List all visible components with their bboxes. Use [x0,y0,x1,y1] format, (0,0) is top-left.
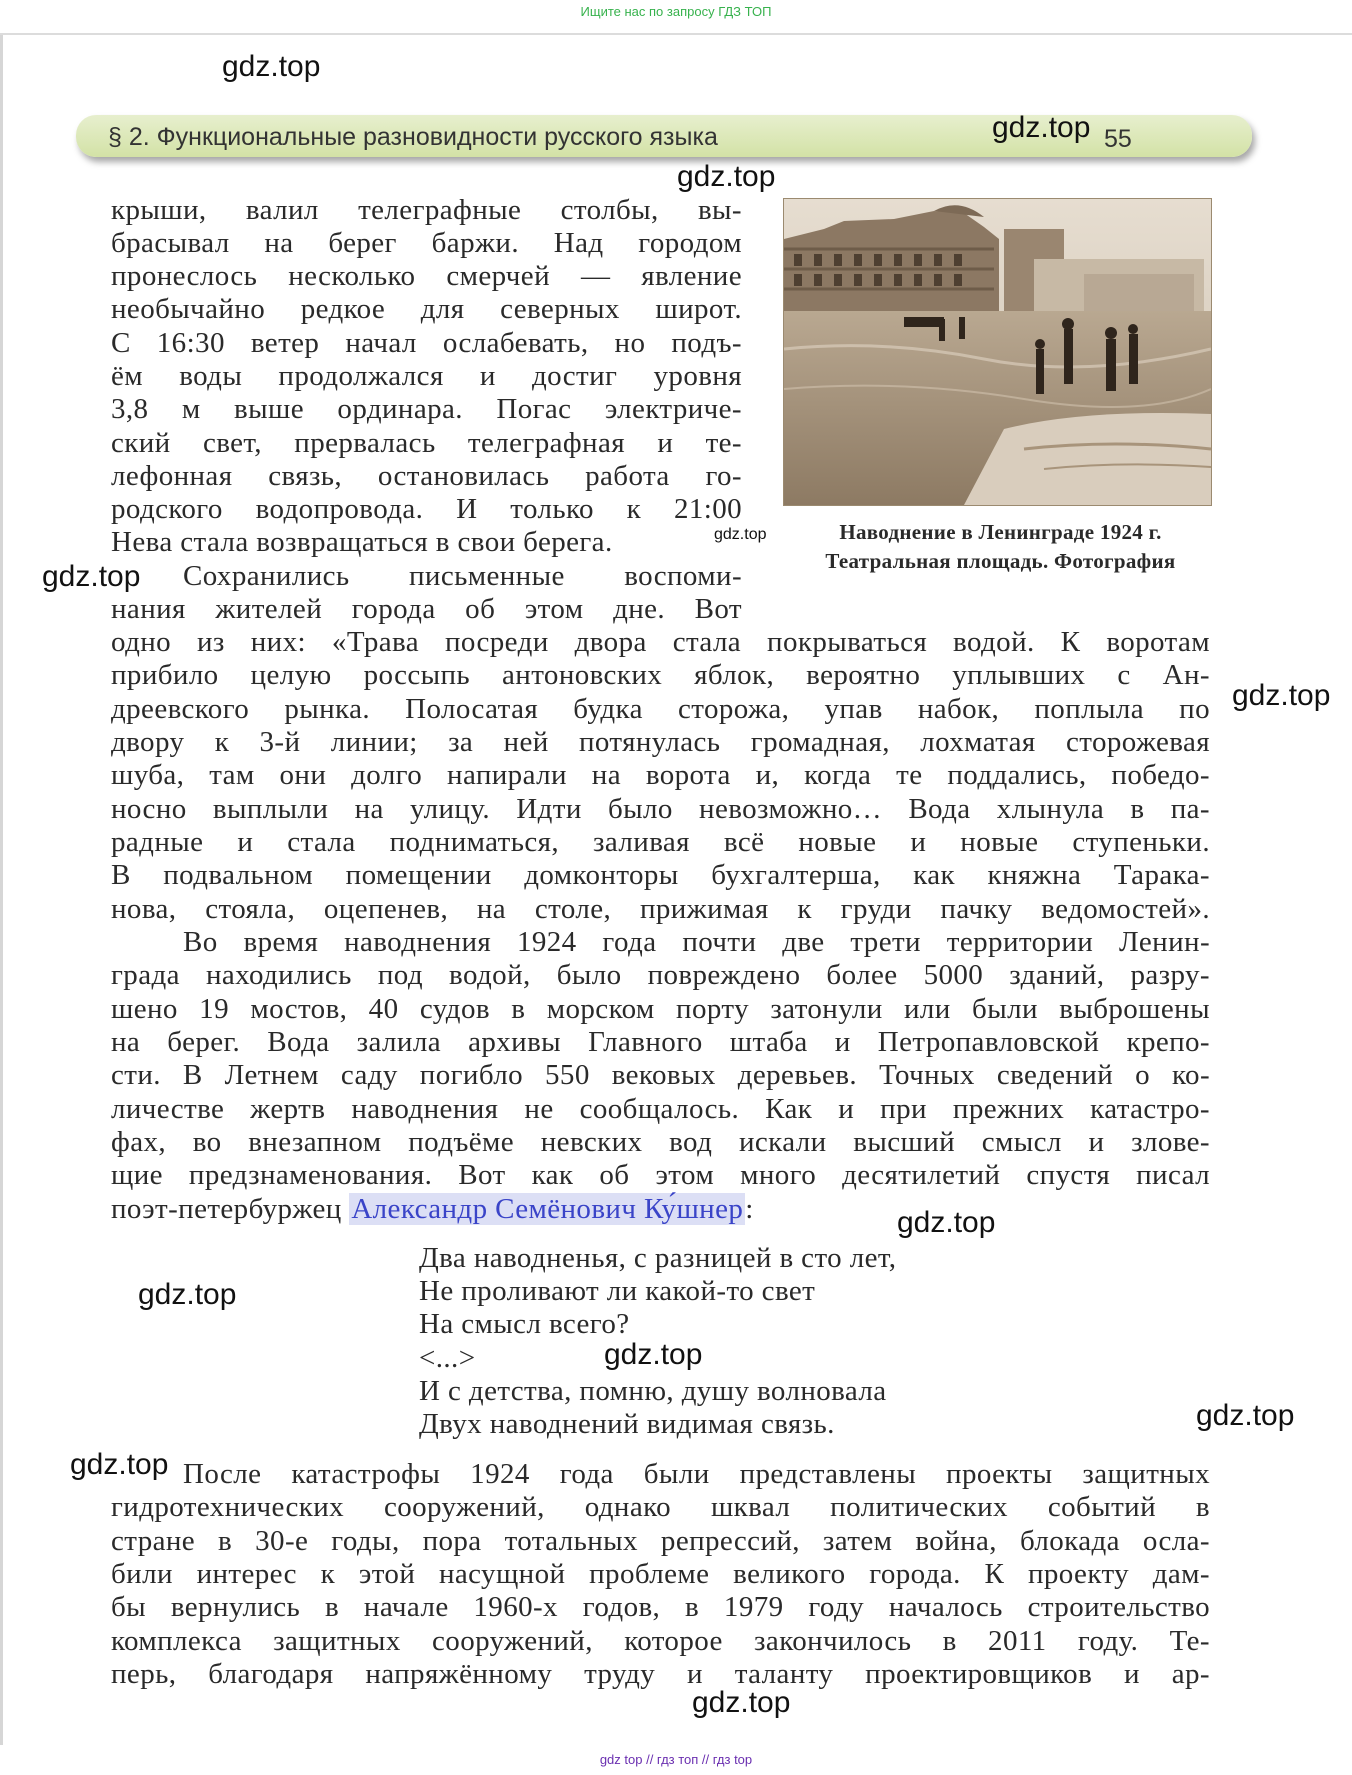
bottom-banner[interactable]: gdz top // гдз топ // гдз top [599,1752,753,1767]
text-line: нова, стояла, оцепенев, на столе, прижимая к груди пачку ведомостей». [111,893,1210,925]
section-title: § 2. Функциональные разновидности русского языка [108,123,718,151]
text-line: гидротехнических сооружений, однако шквал политических событий в [111,1491,1210,1523]
text-line: одно из них: «Трава посреди двора стала покрываться водой. К воротам [111,626,1210,658]
text-line: лефонная связь, остановилась работа го- [111,460,742,492]
text-line: Во время наводнения 1924 года почти две трети территории Ленин- [183,926,1210,958]
text-line: ём воды продолжался и достиг уровня [111,360,742,392]
text-line: личестве жертв наводнения не сообщалось. Как и при прежних катастро- [111,1093,1210,1125]
watermark: gdz.top [42,560,141,593]
poem-line: Двух наводнений видимая связь. [419,1408,835,1440]
text-line: брасывал на берег баржи. Над городом [111,227,742,259]
poet-line [111,1193,754,1226]
watermark: gdz.top [138,1278,237,1311]
poem-line: Не проливают ли какой-то свет [419,1275,816,1307]
text-line: крыши, валил телеграфные столбы, вы- [111,194,742,226]
poem-line: Два наводненья, с разницей в сто лет, [419,1242,897,1274]
author-link[interactable]: Александр Семёнович Ку́шнер [351,1193,744,1225]
text-line: фах, во внезапном подъёме невских вод искали высший смысл и злове- [111,1126,1210,1158]
text-line: шено 19 мостов, 40 судов в морском порту затонули или были выброшены [111,993,1210,1025]
text-line: ский свет, прервалась телеграфная и те- [111,427,742,459]
text-line: необычайно редкое для северных широт. [111,293,742,325]
watermark: gdz.top [677,160,776,193]
text-line: родского водопровода. И только к 21:00 [111,493,742,525]
watermark: gdz.top [992,111,1091,144]
text-line: шуба, там они долго напирали на ворота и, когда те поддались, победо- [111,759,1210,791]
watermark: gdz.top [70,1448,169,1481]
text-line: С 16:30 ветер начал ослабевать, но подъ- [111,327,742,359]
poet-suffix: : [745,1193,754,1225]
text-line: на берег. Вода залила архивы Главного штаба и Петропавловской крепо- [111,1026,1210,1058]
text-line: били интерес к этой насущной проблеме великого города. К проекту дам- [111,1558,1210,1590]
watermark: gdz.top [1232,679,1331,712]
watermark: gdz.top [897,1206,996,1239]
text-line: После катастрофы 1924 года были представлены проекты защитных [183,1458,1210,1490]
top-divider [0,33,1352,35]
text-line: комплекса защитных сооружений, которое закончилось в 2011 году. Те- [111,1625,1210,1657]
text-line: двору к 3-й линии; за ней потянулась громадная, лохматая сторожевая [111,726,1210,758]
text-line: В подвальном помещении домконторы бухгалтерша, как княжна Тарака- [111,859,1210,891]
text-line: носно выплыли на улицу. Идти было невозможно… Вода хлынула в па- [111,793,1210,825]
photo-caption-line-2: Театральная площадь. Фотография [825,549,1176,573]
text-line: бы вернулись в начале 1960-х годов, в 1979 году началось строительство [111,1591,1210,1623]
watermark: gdz.top [222,50,321,83]
text-line: пронеслось несколько смерчей — явление [111,260,742,292]
text-line: Сохранились письменные воспоми- [183,560,742,592]
text-line: стране в 30-е годы, пора тотальных репрессий, затем война, блокада осла- [111,1525,1210,1557]
text-line: града находились под водой, было повреждено более 5000 зданий, разру- [111,959,1210,991]
top-banner[interactable]: Ищите нас по запросу ГДЗ ТОП [580,4,772,19]
page-number: 55 [1104,125,1132,153]
text-line: прибило целую россыпь антоновских яблок, вероятно уплывших с Ан- [111,659,1210,691]
text-line: нания жителей города об этом дне. Вот [111,593,742,625]
flood-photo [783,198,1212,506]
poet-prefix: поэт-петербуржец [111,1193,350,1225]
poem-line: <...> [419,1342,476,1374]
poem-line: И с детства, помню, душу волновала [419,1375,887,1407]
watermark: gdz.top [604,1338,703,1371]
poem-line: На смысл всего? [419,1308,630,1340]
photo-caption-line-1: Наводнение в Ленинграде 1924 г. [839,520,1162,544]
text-line: дреевского рынка. Полосатая будка сторожа, упав набок, поплыла по [111,693,1210,725]
text-line: перь, благодаря напряжённому труду и таланту проектировщиков и ар- [111,1658,1210,1690]
text-line: 3,8 м выше ординара. Погас электриче- [111,393,742,425]
text-line: Нева стала возвращаться в свои берега. [111,526,613,558]
left-page-edge [0,35,3,1745]
watermark: gdz.top [692,1686,791,1719]
text-line: сти. В Летнем саду погибло 550 вековых деревьев. Точных сведений о ко- [111,1059,1210,1091]
watermark: gdz.top [1196,1399,1295,1432]
text-line: радные и стала подниматься, заливая всё новые и новые ступеньки. [111,826,1210,858]
watermark: gdz.top [714,526,767,543]
text-line: щие предзнаменования. Вот как об этом много десятилетий спустя писал [111,1159,1210,1191]
